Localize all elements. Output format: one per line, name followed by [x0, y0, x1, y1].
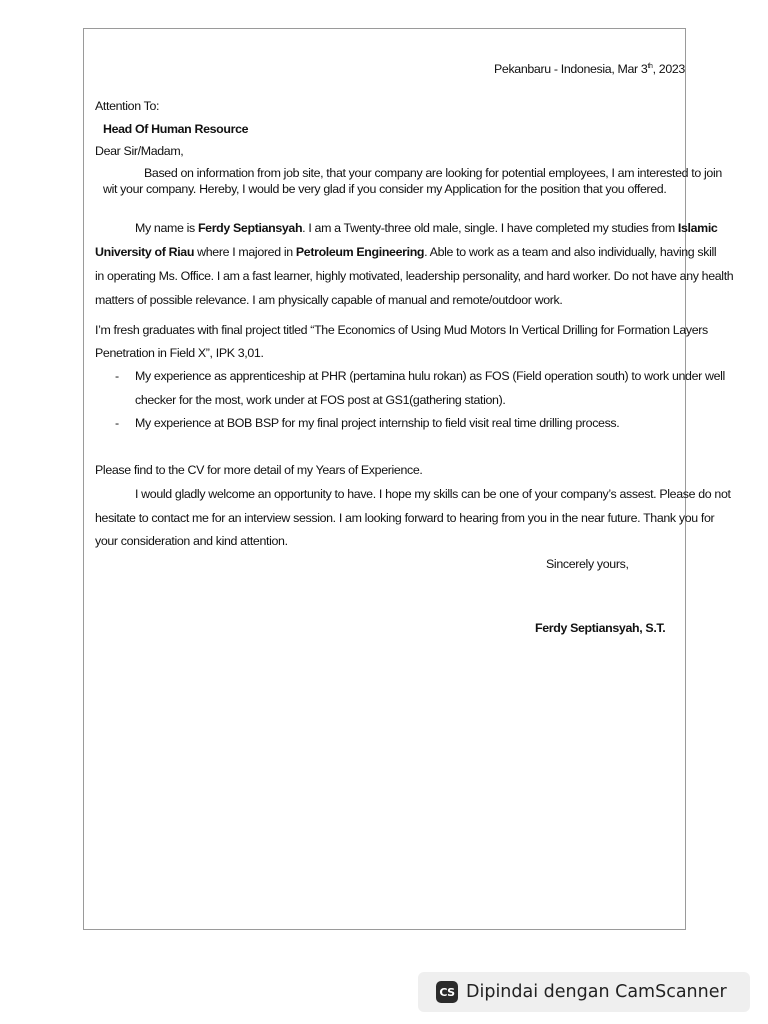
paragraph-2-line-4: matters of possible relevance. I am physically capable of manual and remote/outdoor work. — [95, 293, 563, 307]
paragraph-3-line-2: Penetration in Field X”, IPK 3,01. — [95, 346, 264, 360]
paragraph-5-line-3: your consideration and kind attention. — [95, 534, 288, 548]
bullet-1-line-2: checker for the most, work under at FOS post at GS1(gathering station). — [135, 393, 506, 407]
closing: Sincerely yours, — [546, 557, 629, 571]
attention-label: Attention To: — [95, 99, 160, 113]
paragraph-2-line-3: in operating Ms. Office. I am a fast learner, highly motivated, leadership personality, and hard worker. Do not have any health — [95, 269, 734, 283]
camscanner-text: Dipindai dengan CamScanner — [466, 982, 727, 1002]
paragraph-1-line-1: Based on information from job site, that your company are looking for potential employees, I am interested to join — [144, 166, 722, 180]
paragraph-2-line-1: My name is Ferdy Septiansyah. I am a Twenty-three old male, single. I have completed my studies from Islamic — [135, 221, 718, 235]
letter-page — [83, 28, 686, 930]
camscanner-watermark — [418, 972, 750, 1012]
paragraph-2-line-2: University of Riau where I majored in Petroleum Engineering. Able to work as a team and also individually, having skill — [95, 245, 717, 259]
bullet-2: My experience at BOB BSP for my final project internship to field visit real time drilling process. — [135, 416, 620, 430]
paragraph-5-line-2: hesitate to contact me for an interview session. I am looking forward to hearing from you in the near future. Thank you for — [95, 511, 715, 525]
paragraph-3-line-1: I’m fresh graduates with final project titled “The Economics of Using Mud Motors In Vertical Drilling for Formation Layers — [95, 323, 708, 337]
recipient-title: Head Of Human Resource — [103, 122, 249, 136]
bullet-marker: - — [115, 369, 120, 383]
date-line: Pekanbaru - Indonesia, Mar 3th, 2023 — [494, 62, 685, 76]
signature-name: Ferdy Septiansyah, S.T. — [535, 621, 666, 635]
paragraph-5-line-1: I would gladly welcome an opportunity to have. I hope my skills can be one of your company’s assest. Please do not — [135, 487, 731, 501]
camscanner-logo-icon: CS — [436, 981, 458, 1003]
bullet-marker: - — [115, 416, 120, 430]
applicant-name: Ferdy Septiansyah — [197, 221, 303, 235]
paragraph-1-line-2: wit your company. Hereby, I would be very glad if you consider my Application for the position that you offered. — [103, 182, 667, 196]
salutation: Dear Sir/Madam, — [95, 144, 184, 158]
paragraph-4: Please find to the CV for more detail of my Years of Experience. — [95, 463, 423, 477]
bullet-1-line-1: My experience as apprenticeship at PHR (pertamina hulu rokan) as FOS (Field operation south) to work under well — [135, 369, 725, 383]
